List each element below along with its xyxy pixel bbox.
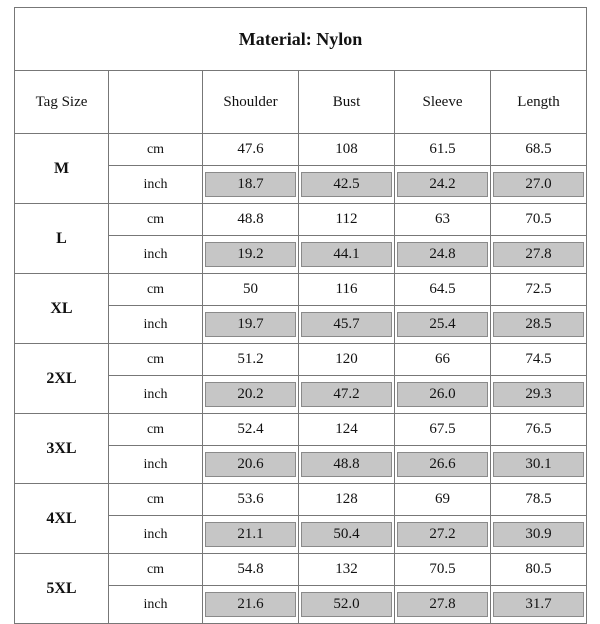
length-inch-cell bbox=[491, 306, 587, 344]
bust-inch-value: 45.7 bbox=[301, 312, 392, 337]
unit-cm-label: cm bbox=[109, 204, 203, 236]
length-inch-cell bbox=[491, 376, 587, 414]
unit-inch-label: inch bbox=[109, 376, 203, 414]
length-inch-value: 30.9 bbox=[493, 522, 584, 547]
header-unit bbox=[109, 71, 203, 134]
sleeve-inch-value: 26.0 bbox=[397, 382, 488, 407]
shoulder-inch-cell bbox=[203, 236, 299, 274]
bust-inch-cell bbox=[299, 446, 395, 484]
bust-inch-cell bbox=[299, 236, 395, 274]
unit-cm-label: cm bbox=[109, 134, 203, 166]
tag-size-cell: L bbox=[15, 204, 109, 274]
size-chart-table bbox=[14, 7, 587, 624]
sleeve-inch-cell bbox=[395, 306, 491, 344]
header-shoulder: Shoulder bbox=[203, 71, 299, 134]
sleeve-cm-value: 66 bbox=[395, 344, 491, 376]
bust-inch-value: 48.8 bbox=[301, 452, 392, 477]
sleeve-cm-value: 70.5 bbox=[395, 554, 491, 586]
tag-size-cell: XL bbox=[15, 274, 109, 344]
unit-cm-label: cm bbox=[109, 274, 203, 306]
bust-cm-value: 128 bbox=[299, 484, 395, 516]
sleeve-inch-value: 25.4 bbox=[397, 312, 488, 337]
shoulder-inch-value: 19.7 bbox=[205, 312, 296, 337]
header-length: Length bbox=[491, 71, 587, 134]
bust-cm-value: 124 bbox=[299, 414, 395, 446]
sleeve-inch-cell bbox=[395, 166, 491, 204]
length-cm-value: 78.5 bbox=[491, 484, 587, 516]
shoulder-cm-value: 50 bbox=[203, 274, 299, 306]
size-row-cm bbox=[15, 204, 587, 236]
sleeve-cm-value: 67.5 bbox=[395, 414, 491, 446]
shoulder-cm-value: 54.8 bbox=[203, 554, 299, 586]
bust-cm-value: 120 bbox=[299, 344, 395, 376]
unit-inch-label: inch bbox=[109, 586, 203, 624]
bust-cm-value: 108 bbox=[299, 134, 395, 166]
bust-cm-value: 116 bbox=[299, 274, 395, 306]
sleeve-cm-value: 63 bbox=[395, 204, 491, 236]
length-inch-cell bbox=[491, 166, 587, 204]
table-body bbox=[15, 8, 587, 624]
shoulder-inch-cell bbox=[203, 306, 299, 344]
sleeve-inch-value: 24.8 bbox=[397, 242, 488, 267]
length-inch-value: 30.1 bbox=[493, 452, 584, 477]
sleeve-inch-value: 27.2 bbox=[397, 522, 488, 547]
length-cm-value: 72.5 bbox=[491, 274, 587, 306]
shoulder-inch-cell bbox=[203, 586, 299, 624]
sleeve-inch-value: 24.2 bbox=[397, 172, 488, 197]
length-inch-value: 27.8 bbox=[493, 242, 584, 267]
header-bust: Bust bbox=[299, 71, 395, 134]
tag-size-cell: M bbox=[15, 134, 109, 204]
shoulder-inch-value: 20.6 bbox=[205, 452, 296, 477]
bust-inch-cell bbox=[299, 376, 395, 414]
bust-inch-value: 47.2 bbox=[301, 382, 392, 407]
tag-size-cell: 3XL bbox=[15, 414, 109, 484]
bust-inch-value: 52.0 bbox=[301, 592, 392, 617]
shoulder-cm-value: 47.6 bbox=[203, 134, 299, 166]
unit-cm-label: cm bbox=[109, 484, 203, 516]
unit-cm-label: cm bbox=[109, 414, 203, 446]
bust-cm-value: 112 bbox=[299, 204, 395, 236]
shoulder-inch-value: 18.7 bbox=[205, 172, 296, 197]
length-cm-value: 74.5 bbox=[491, 344, 587, 376]
sleeve-cm-value: 61.5 bbox=[395, 134, 491, 166]
shoulder-cm-value: 48.8 bbox=[203, 204, 299, 236]
length-inch-value: 27.0 bbox=[493, 172, 584, 197]
length-inch-value: 31.7 bbox=[493, 592, 584, 617]
sleeve-inch-cell bbox=[395, 586, 491, 624]
length-inch-cell bbox=[491, 446, 587, 484]
size-row-cm bbox=[15, 414, 587, 446]
length-cm-value: 68.5 bbox=[491, 134, 587, 166]
tag-size-cell: 5XL bbox=[15, 554, 109, 624]
length-inch-cell bbox=[491, 516, 587, 554]
size-row-cm bbox=[15, 274, 587, 306]
shoulder-cm-value: 51.2 bbox=[203, 344, 299, 376]
bust-inch-value: 50.4 bbox=[301, 522, 392, 547]
length-cm-value: 70.5 bbox=[491, 204, 587, 236]
sleeve-inch-cell bbox=[395, 446, 491, 484]
shoulder-inch-value: 21.1 bbox=[205, 522, 296, 547]
size-row-cm bbox=[15, 554, 587, 586]
tag-size-cell: 4XL bbox=[15, 484, 109, 554]
sleeve-cm-value: 64.5 bbox=[395, 274, 491, 306]
shoulder-cm-value: 53.6 bbox=[203, 484, 299, 516]
length-inch-value: 29.3 bbox=[493, 382, 584, 407]
shoulder-inch-value: 21.6 bbox=[205, 592, 296, 617]
length-inch-cell bbox=[491, 586, 587, 624]
title-row bbox=[15, 8, 587, 71]
shoulder-inch-cell bbox=[203, 516, 299, 554]
size-row-cm bbox=[15, 134, 587, 166]
bust-cm-value: 132 bbox=[299, 554, 395, 586]
shoulder-inch-cell bbox=[203, 166, 299, 204]
unit-inch-label: inch bbox=[109, 446, 203, 484]
bust-inch-cell bbox=[299, 516, 395, 554]
shoulder-inch-value: 19.2 bbox=[205, 242, 296, 267]
header-tag-size: Tag Size bbox=[15, 71, 109, 134]
header-sleeve: Sleeve bbox=[395, 71, 491, 134]
sleeve-inch-cell bbox=[395, 376, 491, 414]
tag-size-cell: 2XL bbox=[15, 344, 109, 414]
length-cm-value: 80.5 bbox=[491, 554, 587, 586]
sleeve-cm-value: 69 bbox=[395, 484, 491, 516]
sleeve-inch-cell bbox=[395, 236, 491, 274]
header-row bbox=[15, 71, 587, 134]
shoulder-inch-cell bbox=[203, 446, 299, 484]
sleeve-inch-value: 27.8 bbox=[397, 592, 488, 617]
unit-cm-label: cm bbox=[109, 554, 203, 586]
sleeve-inch-value: 26.6 bbox=[397, 452, 488, 477]
bust-inch-cell bbox=[299, 166, 395, 204]
length-inch-value: 28.5 bbox=[493, 312, 584, 337]
shoulder-cm-value: 52.4 bbox=[203, 414, 299, 446]
unit-inch-label: inch bbox=[109, 516, 203, 554]
unit-inch-label: inch bbox=[109, 306, 203, 344]
bust-inch-value: 44.1 bbox=[301, 242, 392, 267]
unit-cm-label: cm bbox=[109, 344, 203, 376]
size-row-cm bbox=[15, 484, 587, 516]
length-cm-value: 76.5 bbox=[491, 414, 587, 446]
unit-inch-label: inch bbox=[109, 236, 203, 274]
shoulder-inch-value: 20.2 bbox=[205, 382, 296, 407]
bust-inch-cell bbox=[299, 586, 395, 624]
bust-inch-cell bbox=[299, 306, 395, 344]
size-row-cm bbox=[15, 344, 587, 376]
sleeve-inch-cell bbox=[395, 516, 491, 554]
length-inch-cell bbox=[491, 236, 587, 274]
shoulder-inch-cell bbox=[203, 376, 299, 414]
bust-inch-value: 42.5 bbox=[301, 172, 392, 197]
unit-inch-label: inch bbox=[109, 166, 203, 204]
material-title: Material: Nylon bbox=[15, 8, 587, 71]
